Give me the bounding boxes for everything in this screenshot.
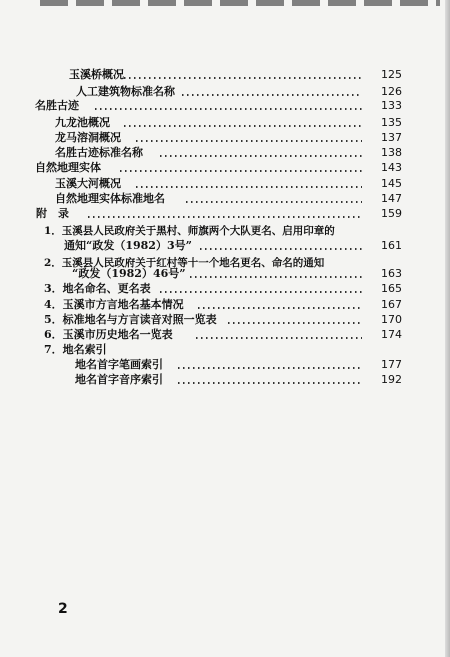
leader-dots [178, 367, 362, 369]
toc-entry-page: 137 [381, 131, 402, 144]
toc-entry-page: 177 [381, 358, 402, 371]
leader-dots [124, 77, 362, 79]
leader-dots [196, 337, 362, 339]
toc-entry [0, 130, 450, 146]
leader-dots [160, 155, 362, 157]
toc-entry [0, 160, 450, 176]
toc-entry [0, 98, 450, 114]
toc-entry [0, 281, 450, 297]
toc-entry-page: 138 [381, 146, 402, 159]
scan-top-edge [40, 0, 440, 6]
toc-entry-label: 7．地名索引 [44, 343, 107, 356]
toc-entry-label: 2．玉溪县人民政府关于红村等十一个地名更名、命名的通知 [44, 257, 325, 269]
toc-entry-label: 1．玉溪县人民政府关于黑村、师旗两个大队更名、启用印章的 [44, 225, 335, 237]
leader-dots [198, 307, 362, 309]
toc-entry [0, 191, 450, 207]
toc-entry-label: 通知“政发（1982）3号” [64, 239, 192, 252]
leader-dots [136, 140, 362, 142]
toc-entry-page: 167 [381, 298, 402, 311]
toc-entry-page: 147 [381, 192, 402, 205]
toc-entry [0, 312, 450, 328]
leader-dots [124, 125, 362, 127]
toc-entry [0, 297, 450, 313]
toc-entry-page: 163 [381, 267, 402, 280]
toc-entry-page: 133 [381, 99, 402, 112]
toc-entry-label: 地名首字音序索引 [75, 373, 163, 386]
toc-entry-label: 人工建筑物标准名称 [76, 85, 175, 98]
toc-entry-label: 6．玉溪市历史地名一览表 [44, 328, 173, 341]
toc-entry-page: 126 [381, 85, 402, 98]
toc-entry [0, 372, 450, 388]
toc-entry-label: 龙马溶洞概况 [55, 131, 121, 144]
toc-entry [0, 145, 450, 161]
toc-entry-label: 九龙池概况 [55, 116, 110, 129]
toc-entry [0, 206, 450, 222]
leader-dots [190, 276, 362, 278]
toc-entry-label: 自然地理实体 [35, 161, 101, 174]
toc-entry-page: 165 [381, 282, 402, 295]
leader-dots [228, 322, 362, 324]
toc-entry-label: 3．地名命名、更名表 [44, 282, 151, 295]
toc-entry-page: 174 [381, 328, 402, 341]
leader-dots [88, 216, 362, 218]
toc-entry-page: 143 [381, 161, 402, 174]
toc-entry [0, 115, 450, 131]
leader-dots [136, 186, 362, 188]
toc-entry-label: 名胜古迹 [35, 99, 79, 112]
toc-entry-page: 125 [381, 68, 402, 81]
toc-entry-label: 名胜古迹标准名称 [55, 146, 143, 159]
page-number: 2 [58, 601, 68, 617]
toc-entry-label: 地名首字笔画索引 [75, 358, 163, 371]
toc-entry-page: 170 [381, 313, 402, 326]
leader-dots [95, 108, 362, 110]
toc-entry-label: 5．标准地名与方言读音对照一览表 [44, 313, 217, 326]
toc-entry [0, 238, 450, 254]
toc-entry-page: 192 [381, 373, 402, 386]
leader-dots [178, 382, 362, 384]
toc-entry-page: 135 [381, 116, 402, 129]
leader-dots [160, 291, 362, 293]
toc-entry-page: 145 [381, 177, 402, 190]
toc-entry-page: 159 [381, 207, 402, 220]
leader-dots [200, 248, 362, 250]
leader-dots [120, 170, 362, 172]
toc-entry [0, 357, 450, 373]
leader-dots [186, 201, 362, 203]
toc-entry-page: 161 [381, 239, 402, 252]
toc-entry-label: 自然地理实体标准地名 [55, 192, 165, 205]
toc-entry [0, 266, 450, 282]
toc-entry [0, 176, 450, 192]
toc-entry [0, 67, 450, 83]
toc-entry-label: 附 录 [36, 207, 69, 220]
toc-entry-label: “政发（1982）46号” [72, 267, 186, 280]
toc-entry-label: 玉溪桥概况 [69, 68, 124, 81]
toc-entry-label: 玉溪大河概况 [55, 177, 121, 190]
toc-entry [0, 327, 450, 343]
toc-entry-label: 4．玉溪市方言地名基本情况 [44, 298, 184, 311]
leader-dots [182, 94, 362, 96]
